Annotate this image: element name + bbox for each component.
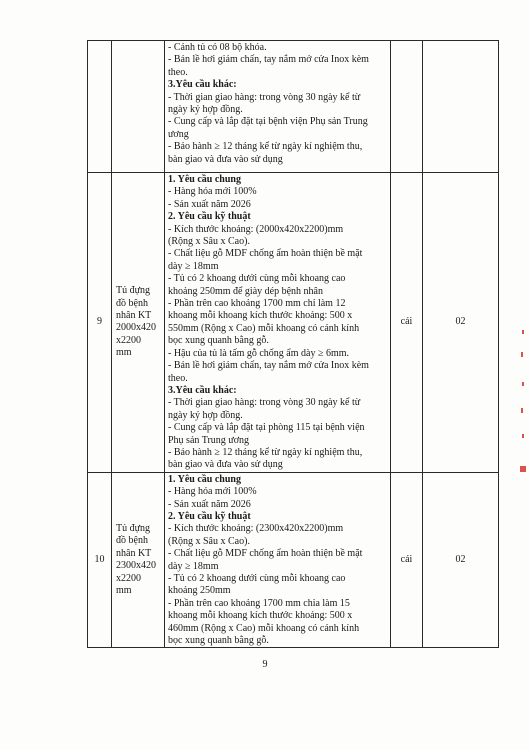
table-row	[88, 41, 499, 173]
item-requirements	[165, 173, 390, 472]
requirement-line: khoảng 250mm để giày dép bệnh nhân	[168, 285, 323, 297]
quantity-cell: 02	[423, 173, 499, 473]
item-name-line: mm	[116, 584, 132, 596]
requirement-line: - Chất liệu gỗ MDF chống ẩm hoàn thiện bề mặt	[168, 548, 363, 560]
requirement-line: bọc xung quanh bằng gỗ.	[168, 335, 269, 347]
quantity-cell	[423, 41, 499, 173]
requirement-line: bọc xung quanh bằng gỗ.	[168, 635, 269, 647]
stamp-mark	[522, 330, 524, 334]
requirement-line: - Thời gian giao hàng: trong vòng 30 ngày kể từ	[168, 397, 361, 409]
item-requirements	[165, 41, 390, 166]
item-name-line: 2000x420	[116, 322, 156, 334]
requirement-line: - Thời gian giao hàng: trong vòng 30 ngày kể từ	[168, 91, 361, 103]
requirement-line: khoang mỗi khoang kích thước khoảng: 500 x	[168, 610, 353, 622]
requirement-line: ương	[168, 128, 189, 140]
unit-cell: cái	[391, 173, 423, 473]
requirement-line: khoang mỗi khoang kích thước khoảng: 500 x	[168, 310, 353, 322]
requirement-heading: 1. Yêu cầu chung	[168, 174, 241, 185]
requirement-line: bàn giao và đưa vào sử dụng	[168, 153, 283, 165]
requirement-line: 460mm (Rộng x Cao) mỗi khoang có cánh kính	[168, 622, 360, 634]
item-name-line: Tủ đựng	[116, 285, 151, 297]
item-name-line: đồ bệnh	[116, 297, 148, 309]
requirement-line: Phụ sản Trung ương	[168, 434, 250, 446]
requirement-heading: 2. Yêu cầu kỹ thuật	[168, 211, 251, 223]
requirement-line: - Hàng hóa mới 100%	[168, 486, 257, 498]
requirement-line: ngày ký hợp đồng.	[168, 409, 243, 421]
requirement-line: - Cánh tủ có 08 bộ khóa.	[168, 42, 267, 53]
requirement-heading: 2. Yêu cầu kỹ thuật	[168, 510, 251, 522]
requirement-line: (Rộng x Sâu x Cao).	[168, 535, 250, 547]
requirement-line: dày ≥ 18mm	[168, 260, 219, 272]
requirement-line: - Bảo hành ≥ 12 tháng kể từ ngày kí nghiệm thu,	[168, 141, 363, 153]
stamp-mark	[522, 434, 524, 438]
item-name-cell	[112, 472, 165, 648]
spec-table-body	[88, 41, 499, 648]
stamp-mark	[521, 352, 523, 357]
table-row	[88, 472, 499, 648]
requirement-heading: 3.Yêu cầu khác:	[168, 79, 237, 91]
requirement-line: 550mm (Rộng x Cao) mỗi khoang có cánh kính	[168, 322, 360, 334]
requirement-line: - Hậu của tủ là tấm gỗ chống ẩm dày ≥ 6mm.	[168, 347, 349, 359]
requirement-line: ngày ký hợp đồng.	[168, 104, 243, 116]
requirement-heading: 3.Yêu cầu khác:	[168, 384, 237, 396]
requirement-line: - Kích thước khoảng: (2000x420x2200)mm	[168, 223, 344, 235]
requirement-line: theo.	[168, 372, 188, 384]
requirement-line: - Bản lề hơi giảm chấn, tay nắm mở cửa Inox kèm	[168, 54, 369, 66]
requirement-line: - Kích thước khoảng: (2300x420x2200)mm	[168, 523, 344, 535]
requirement-line: khoảng 250mm	[168, 585, 231, 597]
item-name-line: nhân KT	[116, 309, 152, 321]
item-name-cell	[112, 173, 165, 473]
stamp-mark	[520, 466, 526, 472]
quantity-cell: 02	[423, 472, 499, 648]
item-name-cell	[112, 41, 165, 173]
requirement-line: - Tủ có 2 khoang dưới cùng mỗi khoang cao	[168, 573, 346, 584]
requirement-line: - Cung cấp và lắp đặt tại bệnh viện Phụ sản Trung	[168, 116, 368, 128]
item-name-line: 2300x420	[116, 560, 156, 572]
stamp-edge-fragment	[519, 330, 527, 480]
item-requirements-cell	[165, 41, 391, 173]
item-number-cell: 9	[88, 173, 112, 473]
spec-table	[87, 40, 499, 648]
requirement-line: - Cung cấp và lắp đặt tại phòng 115 tại bệnh viện	[168, 422, 365, 434]
item-name-line: mm	[116, 347, 132, 359]
stamp-marks	[520, 330, 526, 472]
item-name	[112, 523, 164, 597]
item-requirements-cell	[165, 472, 391, 648]
requirement-line: dày ≥ 18mm	[168, 560, 219, 572]
unit-cell: cái	[391, 472, 423, 648]
requirement-line: - Phần trên cao khoảng 1700 mm chỉ làm 12	[168, 298, 346, 310]
item-name-line: x2200	[116, 572, 141, 584]
item-name-line: Tủ đựng	[116, 522, 151, 534]
requirement-line: theo.	[168, 66, 188, 78]
page-number: 9	[262, 659, 268, 670]
unit-cell	[391, 41, 423, 173]
requirement-line: - Sản xuất năm 2026	[168, 198, 251, 210]
table-row	[88, 173, 499, 473]
item-requirements-cell	[165, 173, 391, 473]
stamp-mark	[522, 382, 524, 386]
requirement-line: - Bản lề hơi giảm chấn, tay nắm mở cửa Inox kèm	[168, 360, 369, 372]
requirement-line: bàn giao và đưa vào sử dụng	[168, 459, 283, 471]
item-name-line: x2200	[116, 334, 141, 346]
requirement-line: - Bảo hành ≥ 12 tháng kể từ ngày kí nghiệm thu,	[168, 446, 363, 458]
requirement-line: - Hàng hóa mới 100%	[168, 186, 257, 198]
requirement-heading: 1. Yêu cầu chung	[168, 473, 241, 485]
requirement-line: - Tủ có 2 khoang dưới cùng mỗi khoang cao	[168, 273, 346, 285]
requirement-line: - Chất liệu gỗ MDF chống ẩm hoàn thiện bề mặt	[168, 248, 363, 260]
item-number-cell: 10	[88, 472, 112, 648]
requirement-line: - Phần trên cao khoảng 1700 mm chia làm 15	[168, 597, 350, 609]
item-number-cell	[88, 41, 112, 173]
requirement-line: (Rộng x Sâu x Cao).	[168, 236, 250, 248]
requirement-line: - Sản xuất năm 2026	[168, 498, 251, 510]
item-name-line: đồ bệnh	[116, 535, 148, 547]
item-requirements	[165, 473, 390, 648]
item-name	[112, 285, 164, 359]
item-name-line: nhân KT	[116, 547, 152, 559]
stamp-mark	[521, 408, 523, 413]
